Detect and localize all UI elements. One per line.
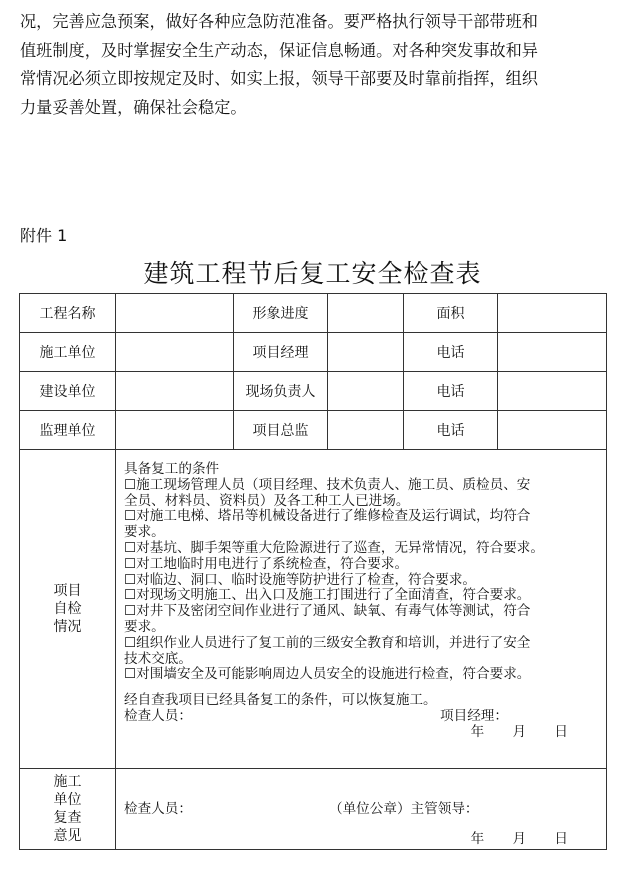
field-label: 现场负责人: [234, 372, 328, 411]
field-value[interactable]: [116, 294, 234, 333]
self-check-row: [20, 450, 607, 769]
checklist-item-line: ☐组织作业人员进行了复工前的三级安全教育和培训，并进行了安全: [124, 634, 531, 651]
table-row: [20, 372, 607, 411]
inspection-form-table: [19, 293, 607, 850]
date-day: 日: [554, 723, 568, 740]
checklist-item-line: ☐对现场文明施工、出入口及施工打围进行了全面清查，符合要求。: [124, 587, 531, 604]
field-value[interactable]: [498, 372, 607, 411]
date-year: 年: [470, 831, 485, 847]
checklist-item-line: ☐对施工电梯、塔吊等机械设备进行了维修检查及运行调试，均符合: [124, 508, 531, 525]
field-value[interactable]: [116, 411, 234, 450]
label-line: 单位: [53, 792, 82, 808]
checklist-item-line: ☐对基坑、脚手架等重大危险源进行了巡查，无异常情况，符合要求。: [124, 539, 544, 556]
review-row: [20, 769, 607, 850]
intro-line: 况，完善应急预案，做好各种应急防范准备。要严格执行领导干部带班和: [20, 12, 538, 31]
attachment-label: 附件 1: [20, 226, 68, 245]
field-value[interactable]: [328, 294, 404, 333]
checklist-item[interactable]: [124, 573, 598, 589]
checklist-item-line: ☐对临边、洞口、临时设施等防护进行了检查，符合要求。: [124, 571, 477, 588]
checklist-item[interactable]: [124, 509, 598, 541]
field-label: 项目经理: [234, 333, 328, 372]
date-month: 月: [512, 831, 527, 847]
checklist-item-line: ☐对工地临时用电进行了系统检查，符合要求。: [124, 555, 409, 572]
project-manager-label: 项目经理：: [440, 707, 508, 724]
checklist-item[interactable]: [124, 667, 598, 683]
field-label: 电话: [404, 372, 498, 411]
field-label: 形象进度: [234, 294, 328, 333]
field-label: 电话: [404, 333, 498, 372]
intro-line: 值班制度，及时掌握安全生产动态，保证信息畅通。对各种突发事故和异: [20, 40, 538, 60]
field-value[interactable]: [328, 411, 404, 450]
checklist-item[interactable]: [124, 557, 598, 573]
field-label: 建设单位: [20, 372, 116, 411]
field-label: 工程名称: [20, 294, 116, 333]
conclusion-text: 经自查我项目已经具备复工的条件，可以恢复施工。: [124, 692, 437, 709]
date-month: 月: [512, 723, 527, 740]
checklist-item[interactable]: [124, 478, 598, 510]
review-content: [116, 769, 607, 850]
checklist-item-line: 全员、材料员、资料员）及各工种工人已进场。: [124, 492, 410, 509]
checklist-item[interactable]: [124, 636, 598, 668]
checklist-item-line: 要求。: [124, 524, 165, 541]
table-row: [20, 333, 607, 372]
date-line: [124, 725, 598, 741]
checklist-item-line: ☐对井下及密闭空间作业进行了通风、缺氧、有毒气体等测试，符合: [124, 603, 531, 620]
field-value[interactable]: [328, 372, 404, 411]
date-year: 年: [470, 723, 485, 740]
checklist-item[interactable]: [124, 541, 598, 557]
intro-line: 力量妥善处置，确保社会稳定。: [20, 97, 247, 117]
checklist-item-line: ☐对围墙安全及可能影响周边人员安全的设施进行检查，符合要求。: [124, 666, 531, 683]
date-line: [447, 827, 568, 847]
conditions-heading: 具备复工的条件: [124, 461, 220, 477]
field-value[interactable]: [498, 333, 607, 372]
intro-line: 常情况必须立即按规定及时、如实上报，领导干部要及时靠前指挥，组织: [20, 69, 538, 88]
inspector-label: 检查人员：: [124, 707, 192, 724]
field-label: 项目总监: [234, 411, 328, 450]
field-label: 电话: [404, 411, 498, 450]
field-value[interactable]: [328, 333, 404, 372]
checklist-item-line: 要求。: [124, 618, 165, 635]
checklist-item-line: 技术交底。: [124, 650, 192, 667]
table-row: [20, 411, 607, 450]
form-title: 建筑工程节后复工安全检查表: [143, 259, 482, 288]
self-check-content: [116, 450, 607, 769]
field-value[interactable]: [116, 333, 234, 372]
label-line: 意见: [53, 828, 82, 844]
checklist-item[interactable]: [124, 588, 598, 604]
checklist-item[interactable]: [124, 604, 598, 636]
field-label: 面积: [404, 294, 498, 333]
field-value[interactable]: [498, 294, 607, 333]
label-line: 复查: [53, 810, 82, 826]
checklist-item-line: ☐施工现场管理人员（项目经理、技术负责人、施工员、质检员、安: [124, 476, 531, 493]
field-label: 监理单位: [20, 411, 116, 450]
table-row: [20, 294, 607, 333]
label-line: 施工: [53, 774, 82, 790]
field-value[interactable]: [498, 411, 607, 450]
label-line: 情况: [53, 619, 82, 635]
self-check-label: [20, 450, 116, 769]
label-line: 自检: [53, 601, 82, 617]
field-value[interactable]: [116, 372, 234, 411]
field-label: 施工单位: [20, 333, 116, 372]
intro-paragraph: [20, 8, 612, 122]
unit-seal-leader-label: （单位公章）主管领导：: [329, 801, 479, 817]
review-inspector-label: 检查人员：: [124, 801, 192, 817]
date-day: 日: [554, 831, 568, 847]
label-line: 项目: [53, 583, 82, 599]
review-label: [20, 769, 116, 850]
